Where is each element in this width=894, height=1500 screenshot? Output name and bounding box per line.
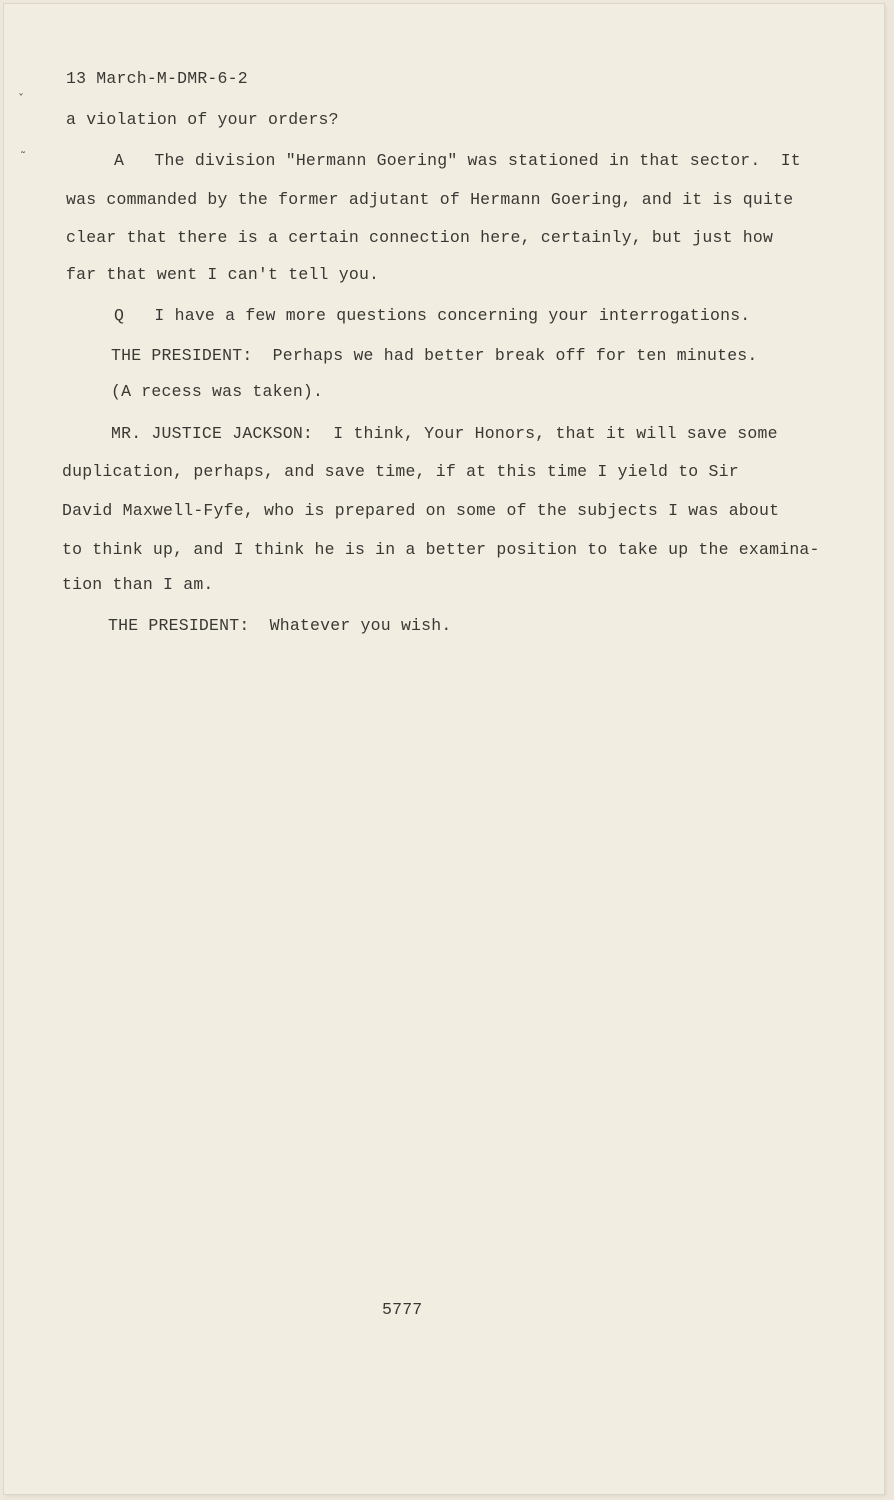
- text-line: THE PRESIDENT: Perhaps we had better break off for ten minutes.: [111, 346, 758, 365]
- text-line: was commanded by the former adjutant of Hermann Goering, and it is quite: [66, 190, 794, 209]
- text-line: duplication, perhaps, and save time, if at this time I yield to Sir: [62, 462, 739, 481]
- text-line: MR. JUSTICE JACKSON: I think, Your Honors, that it will save some: [111, 424, 778, 443]
- page-number: 5777: [382, 1300, 423, 1319]
- text-line: to think up, and I think he is in a better position to take up the examina-: [62, 540, 820, 559]
- text-line: clear that there is a certain connection here, certainly, but just how: [66, 228, 774, 247]
- text-line: a violation of your orders?: [66, 110, 339, 129]
- text-line: far that went I can't tell you.: [66, 265, 380, 284]
- text-line: Q I have a few more questions concerning your interrogations.: [114, 306, 751, 325]
- document-reference: 13 March-M-DMR-6-2: [66, 69, 248, 88]
- text-line: (A recess was taken).: [111, 382, 324, 401]
- document-page: [4, 4, 884, 1494]
- punch-mark: ˇ: [18, 92, 24, 106]
- text-line: THE PRESIDENT: Whatever you wish.: [108, 616, 452, 635]
- text-line: A The division "Hermann Goering" was stationed in that sector. It: [114, 151, 801, 170]
- text-line: tion than I am.: [62, 575, 214, 594]
- text-line: David Maxwell-Fyfe, who is prepared on some of the subjects I was about: [62, 501, 780, 520]
- punch-mark: ˜: [20, 150, 26, 164]
